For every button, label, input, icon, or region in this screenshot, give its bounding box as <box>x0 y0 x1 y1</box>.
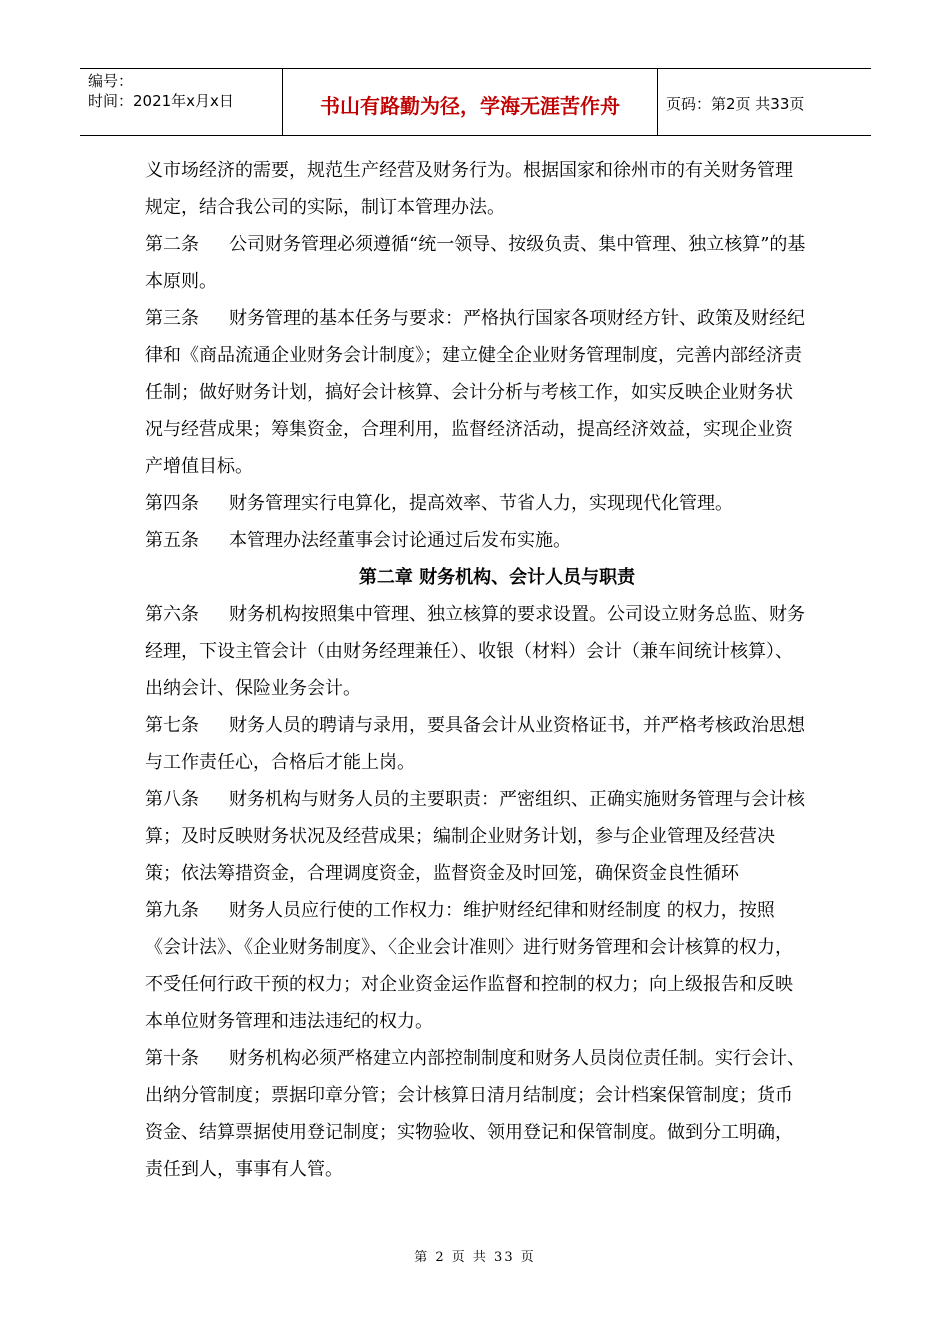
article-text: 财务机构按照集中管理、独立核算的要求设置。公司设立财务总监、财务经理，下设主管会计（由财务经理兼任）、收银（材料）会计（兼车间统计核算）、出纳会计、保险业务会计。 <box>145 604 805 699</box>
article <box>145 1040 809 1188</box>
article-label: 第二条 <box>145 234 199 255</box>
document-header <box>80 68 871 136</box>
article <box>145 707 809 781</box>
article-label: 第九条 <box>145 900 199 921</box>
header-motto: 书山有路勤为径，学海无涯苦作舟 <box>282 69 658 135</box>
article-text: 财务机构必须严格建立内部控制制度和财务人员岗位责任制。实行会计、出纳分管制度；票据印章分管；会计核算日清月结制度；会计档案保管制度；货币资金、结算票据使用登记制度；实物验收、领用登记和保管制度。做到分工明确，责任到人，事事有人管。 <box>145 1048 805 1180</box>
chapter-title: 第二章 财务机构、会计人员与职责 <box>358 567 636 588</box>
article <box>145 781 809 892</box>
article-label: 第六条 <box>145 604 199 625</box>
document-body <box>145 152 809 1188</box>
article-text: 财务机构与财务人员的主要职责：严密组织、正确实施财务管理与会计核算；及时反映财务状况及经营成果；编制企业财务计划，参与企业管理及经营决策；依法筹措资金，合理调度资金，监督资金及时回笼，确保资金良性循环 <box>145 789 805 884</box>
article <box>145 300 809 485</box>
article-text: 本管理办法经董事会讨论通过后发布实施。 <box>229 530 571 551</box>
article-label: 第三条 <box>145 308 199 329</box>
article <box>145 226 809 300</box>
article-label: 第五条 <box>145 530 199 551</box>
article-label: 第八条 <box>145 789 199 810</box>
article <box>145 485 809 522</box>
header-page-info: 页码：第2页 共33页 <box>666 94 805 113</box>
article <box>145 596 809 707</box>
time-label: 时间：2021年x月x日 <box>88 92 234 110</box>
article <box>145 522 809 559</box>
article-text: 财务人员的聘请与录用，要具备会计从业资格证书，并严格考核政治思想与工作责任心，合格后才能上岗。 <box>145 715 805 773</box>
article-label: 第七条 <box>145 715 199 736</box>
header-meta <box>80 69 282 135</box>
article-label: 第十条 <box>145 1048 199 1069</box>
paragraph <box>145 152 809 226</box>
article-text: 财务管理实行电算化，提高效率、节省人力，实现现代化管理。 <box>229 493 733 514</box>
page-footer: 第 2 页 共 33 页 <box>414 1250 536 1265</box>
article <box>145 892 809 1040</box>
article-text: 财务人员应行使的工作权力：维护财经纪律和财经制度 的权力，按照《会计法》、《企业财务制度》、〈企业会计准则〉进行财务管理和会计核算的权力，不受任何行政干预的权力；对企业资金运作监督和控制的权力；向上级报告和反映本单位财务管理和违法违纪的权力。 <box>145 900 793 1032</box>
article-label: 第四条 <box>145 493 199 514</box>
article-text: 公司财务管理必须遵循“统一领导、按级负责、集中管理、独立核算”的基本原则。 <box>145 234 806 292</box>
number-label: 编号： <box>88 72 134 90</box>
article-text: 义市场经济的需要，规范生产经营及财务行为。根据国家和徐州市的有关财务管理规定，结合我公司的实际，制订本管理办法。 <box>145 160 793 218</box>
article-text: 财务管理的基本任务与要求：严格执行国家各项财经方针、政策及财经纪律和《商品流通企业财务会计制度》；建立健全企业财务管理制度，完善内部经济责任制；做好财务计划，搞好会计核算、会计分析与考核工作，如实反映企业财务状况与经营成果；筹集资金，合理利用，监督经济活动，提高经济效益，实现企业资产增值目标。 <box>145 308 805 477</box>
